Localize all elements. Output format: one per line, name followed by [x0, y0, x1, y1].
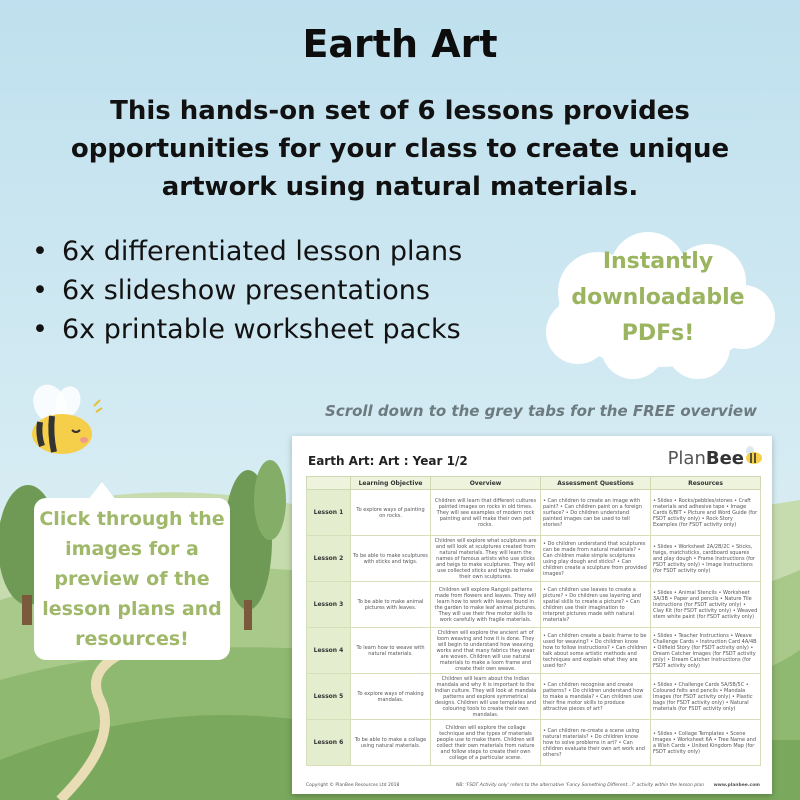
overview-cell: Children will learn that different cultures painted images on rocks in old times. They will see examples of modern rock painting and will make their own pet rocks.: [431, 490, 541, 536]
overview-cell: Children will explore what sculptures are and will look at sculptures created from natural materials. They will learn the names of famous artists who use sticks and twigs to make sculptures. They will use collected sticks and twigs to make their own sculptures.: [431, 536, 541, 582]
table-row: [307, 674, 761, 720]
questions-cell: • Can children create a basic frame to be used for weaving? • Do children know how to follow instructions? • Can children talk about some artistic methods and techniques and explain what they are used for?: [541, 628, 651, 674]
objective-cell: To be able to make a collage using natural materials.: [351, 720, 431, 766]
lesson-cell: Lesson 5: [307, 674, 351, 720]
lesson-cell: Lesson 1: [307, 490, 351, 536]
table-row: [307, 582, 761, 628]
column-header: Assessment Questions: [541, 477, 651, 490]
overview-cell: Children will learn about the Indian mandala and why it is important to the Indian culture. They will look at mandala patterns and explore symmetrical designs. Children will use templates and colouring tools to create their own mandalas.: [431, 674, 541, 720]
logo-bee-icon: [742, 446, 764, 466]
preview-callout: Click through the images for a preview of the lesson plans and resources!: [34, 498, 230, 660]
questions-cell: • Can children recognise and create patterns? • Do children understand how to make a mandala? • Can children use their fine motor skills to produce attractive pieces of art?: [541, 674, 651, 720]
resources-cell: • Slides • Rocks/pebbles/stones • Craft materials and adhesive tape • Image Cards 6/BIT • Picture and Word Guide (for FSDT activity only) • Rock Story Examples (for FSDT activity only): [651, 490, 761, 536]
logo-part: Bee: [705, 448, 744, 469]
table-row: [307, 536, 761, 582]
objective-cell: To be able to make sculptures with sticks and twigs.: [351, 536, 431, 582]
lesson-cell: Lesson 2: [307, 536, 351, 582]
page-subtitle: This hands-on set of 6 lessons provides opportunities for your class to create unique artwork using natural materials.: [70, 96, 730, 202]
resources-cell: • Slides • Worksheet 2A/2B/2C • Sticks, twigs, matchsticks, cardboard squares and play dough • Frame Instructions (for FSDT activity only) • Image Instructions (for FSDT activity only): [651, 536, 761, 582]
lesson-overview-preview[interactable]: [292, 436, 772, 794]
website-link[interactable]: www.planbee.com: [713, 783, 760, 788]
cloud-line: downloadable: [571, 285, 745, 310]
overview-cell: Children will explore Rangoli patterns made from flowers and leaves. They will learn how to work with leaves found in the garden to make leaf animal pictures. They will use their fine motor skills to work carefully with fragile materials.: [431, 582, 541, 628]
logo-part: Plan: [667, 448, 706, 469]
scroll-note: Scroll down to the grey tabs for the FREE overview: [325, 402, 757, 420]
column-header: [307, 477, 351, 490]
bee-icon: [20, 382, 110, 462]
resources-cell: • Slides • Challenge Cards 5A/5B/5C • Coloured felts and pencils • Mandala Images (for FSDT activity only) • Plastic bags (for FSDT activity only) • Natural materials (for FSDT activity only): [651, 674, 761, 720]
column-header: Resources: [651, 477, 761, 490]
feature-item: • 6x differentiated lesson plans: [30, 232, 462, 271]
resources-cell: • Slides • Animal Stencils • Worksheet 3A/3B • Paper and pencils • Nature Tile Instructions (for FSDT activity only) • Clay Kit (for FSDT activity only) • Weaved stem white paint (for FSDT activity only): [651, 582, 761, 628]
objective-cell: To explore ways of making mandalas.: [351, 674, 431, 720]
page-title: Earth Art: [302, 22, 498, 66]
doc-footer: [306, 783, 760, 788]
objective-cell: To learn how to weave with natural materials.: [351, 628, 431, 674]
doc-title: Earth Art: Art : Year 1/2: [308, 454, 468, 468]
table-row: [307, 628, 761, 674]
questions-cell: • Can children use leaves to create a picture? • Do children use layering and spatial skills to create a picture? • Can children use their imagination to interpret pictures made with natural materials?: [541, 582, 651, 628]
cloud-line: Instantly: [602, 249, 714, 274]
cloud-line: PDFs!: [621, 321, 695, 346]
table-row: [307, 720, 761, 766]
feature-item: • 6x printable worksheet packs: [30, 310, 462, 349]
cloud-text: [538, 244, 778, 352]
overview-cell: Children will explore the collage technique and the types of materials people use to make them. Children will collect their own materials from nature and follow steps to create their own collage of a particular scene.: [431, 720, 541, 766]
lesson-cell: Lesson 3: [307, 582, 351, 628]
lesson-cell: Lesson 6: [307, 720, 351, 766]
table-row: [307, 490, 761, 536]
questions-cell: • Can children re-create a scene using natural materials? • Do children know how to solve problems in art? • Can children evaluate their own art work and others?: [541, 720, 651, 766]
column-header: Learning Objective: [351, 477, 431, 490]
resources-cell: • Slides • Collage Templates • Scene Images • Worksheet 6A • Tree Name and a Wish Cards • United Kingdom Map (for FSDT activity only): [651, 720, 761, 766]
questions-cell: • Can children to create an image with paint? • Can children paint on a foreign surface? • Do children understand painted images can be used to tell stories?: [541, 490, 651, 536]
planbee-logo: [668, 448, 744, 469]
objective-cell: To be able to make animal pictures with leaves.: [351, 582, 431, 628]
questions-cell: • Do children understand that sculptures can be made from natural materials? • Can children make simple sculptures using play dough and sticks? • Can children create a sculpture from provided images?: [541, 536, 651, 582]
feature-list: [30, 232, 462, 349]
copyright-text: Copyright © PlanBee Resources Ltd 2018: [306, 783, 400, 788]
column-header: Overview: [431, 477, 541, 490]
feature-item: • 6x slideshow presentations: [30, 271, 462, 310]
table-header-row: [307, 477, 761, 490]
overview-cell: Children will explore the ancient art of loom weaving and how it is done. They will begin to understand how weaving works and that many fabrics they wear are woven. Children will use natural materials to make a loom frame and create their own weave.: [431, 628, 541, 674]
footer-note: NB: 'FSDT Activity only' refers to the alternative 'Fancy Something Different...?' activity within the lesson plan: [456, 783, 704, 788]
lesson-cell: Lesson 4: [307, 628, 351, 674]
lesson-table: [306, 476, 761, 766]
objective-cell: To explore ways of painting on rocks.: [351, 490, 431, 536]
resources-cell: • Slides • Teacher Instructions • Weave Challenge Cards • Instruction Card 4A/4B • Oilfield Story (for FSDT activity only) • Dream Catcher Images (for FSDT activity only) • Dream Catcher Instructions (for FSDT activity only): [651, 628, 761, 674]
